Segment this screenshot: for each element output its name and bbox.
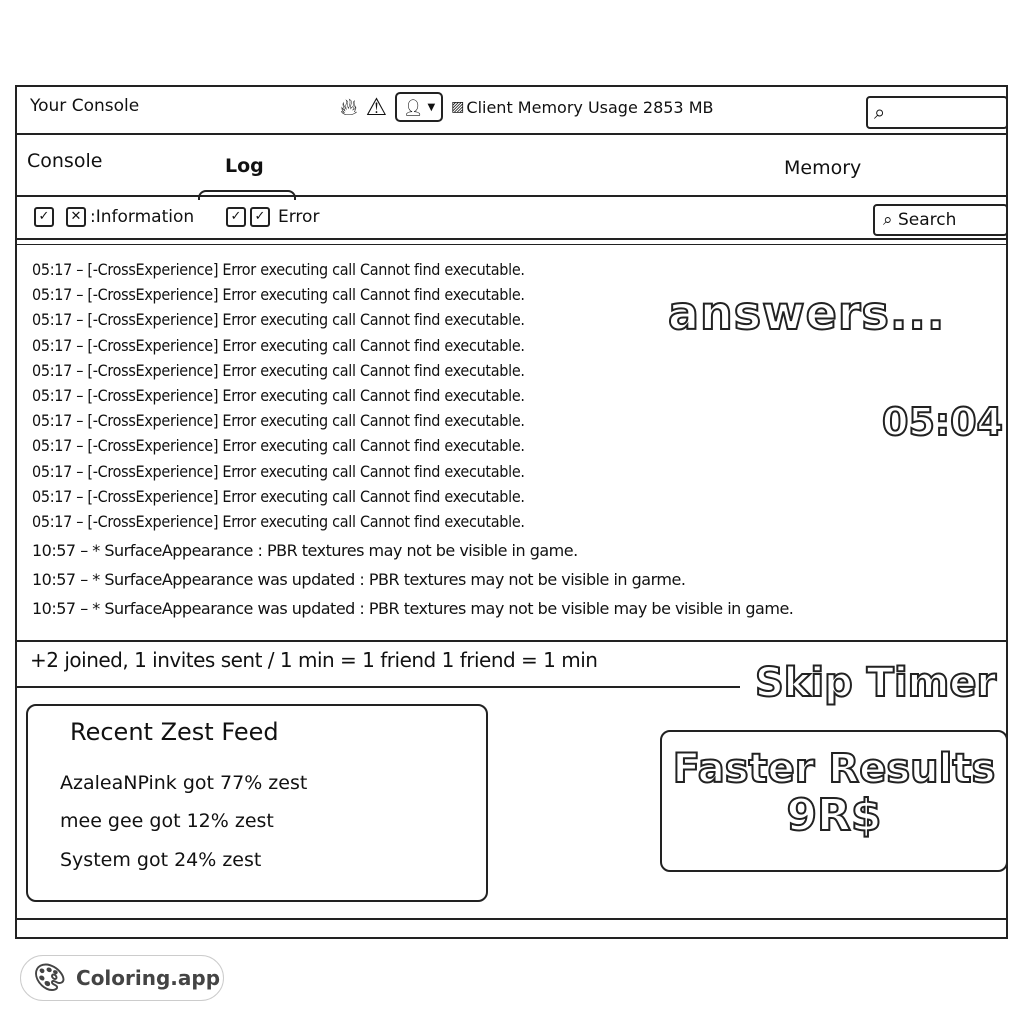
tab-log[interactable]: Log bbox=[225, 155, 264, 177]
timer-display: 05:04 bbox=[882, 400, 1003, 444]
top-search-input[interactable] bbox=[866, 96, 1008, 129]
promo-title: Faster Results bbox=[672, 746, 996, 792]
tab-console[interactable]: Console bbox=[27, 150, 103, 172]
feed-item: AzaleaNPink got 77% zest bbox=[60, 772, 308, 794]
feed-item: System got 24% zest bbox=[60, 849, 262, 871]
skip-timer-button[interactable]: Skip Timer bbox=[755, 660, 997, 706]
status-text: +2 joined, 1 invites sent / 1 min = 1 friend 1 friend = 1 min bbox=[30, 648, 598, 672]
search-icon: ⌕ bbox=[874, 100, 886, 124]
fire-icon[interactable]: 🔥︎ bbox=[340, 93, 358, 121]
feed-title: Recent Zest Feed bbox=[70, 718, 279, 746]
log-line-error: 05:17 – [-CrossExperience] Error executing call Cannot find executable. bbox=[32, 486, 525, 506]
user-icon: 👤︎ bbox=[403, 97, 424, 117]
search-placeholder: Search bbox=[897, 210, 957, 230]
feed-item: mee gee got 12% zest bbox=[60, 810, 274, 832]
error-filter bbox=[226, 207, 319, 227]
watermark-text: Coloring.app bbox=[76, 966, 221, 990]
log-line-warning: 10:57 – * SurfaceAppearance was updated : PBR textures may not be visible in garme. bbox=[32, 570, 686, 589]
log-line-error: 05:17 – [-CrossExperience] Error executing call Cannot find executable. bbox=[32, 461, 525, 481]
info-checkbox-checked[interactable]: ✓ bbox=[34, 207, 54, 227]
log-search-input[interactable] bbox=[873, 204, 1008, 236]
search-icon: ⌕ bbox=[883, 210, 893, 230]
log-line-error: 05:17 – [-CrossExperience] Error executing call Cannot find executable. bbox=[32, 512, 525, 532]
edit-icon: ▨ bbox=[451, 99, 465, 115]
info-checkbox-x[interactable]: ✕ bbox=[66, 207, 86, 227]
log-list bbox=[32, 257, 525, 534]
tab-memory[interactable]: Memory bbox=[784, 157, 862, 179]
log-line-error: 05:17 – [-CrossExperience] Error executing call Cannot find executable. bbox=[32, 386, 525, 406]
log-line-error: 05:17 – [-CrossExperience] Error executing call Cannot find executable. bbox=[32, 411, 525, 431]
watermark-badge bbox=[20, 955, 224, 1001]
memory-usage: Client Memory Usage 2853 MB bbox=[466, 97, 714, 117]
chevron-down-icon: ▼ bbox=[427, 101, 436, 113]
zest-feed-panel bbox=[26, 704, 488, 902]
error-label: Error bbox=[278, 207, 320, 227]
header-toolbar bbox=[340, 92, 713, 122]
warning-list bbox=[32, 536, 793, 623]
log-line-error: 05:17 – [-CrossExperience] Error executing call Cannot find executable. bbox=[32, 436, 525, 456]
error-checkbox-2[interactable]: ✓ bbox=[250, 207, 270, 227]
faster-results-button[interactable] bbox=[660, 730, 1008, 872]
palette-icon: 🎨︎ bbox=[33, 963, 67, 993]
log-line-error: 05:17 – [-CrossExperience] Error executing call Cannot find executable. bbox=[32, 310, 525, 330]
log-line-error: 05:17 – [-CrossExperience] Error executing call Cannot find executable. bbox=[32, 260, 525, 279]
log-line-error: 05:17 – [-CrossExperience] Error executing call Cannot find executable. bbox=[32, 285, 525, 305]
information-label: :Information bbox=[90, 207, 195, 227]
error-checkbox-1[interactable]: ✓ bbox=[226, 207, 246, 227]
information-filter bbox=[34, 207, 194, 227]
promo-price: 9R$ bbox=[786, 790, 882, 841]
log-line-error: 05:17 – [-CrossExperience] Error executing call Cannot find executable. bbox=[32, 360, 525, 380]
user-dropdown[interactable] bbox=[395, 92, 443, 122]
answers-overlay: answers... bbox=[668, 286, 946, 340]
log-line-error: 05:17 – [-CrossExperience] Error executing call Cannot find executable. bbox=[32, 335, 525, 355]
log-line-warning: 10:57 – * SurfaceAppearance was updated : PBR textures may not be visible may be visible in game. bbox=[32, 599, 794, 618]
log-line-warning: 10:57 – * SurfaceAppearance : PBR textures may not be visible in game. bbox=[32, 541, 578, 560]
console-title: Your Console bbox=[30, 96, 140, 116]
warning-icon[interactable]: ⚠︎ bbox=[365, 93, 388, 121]
